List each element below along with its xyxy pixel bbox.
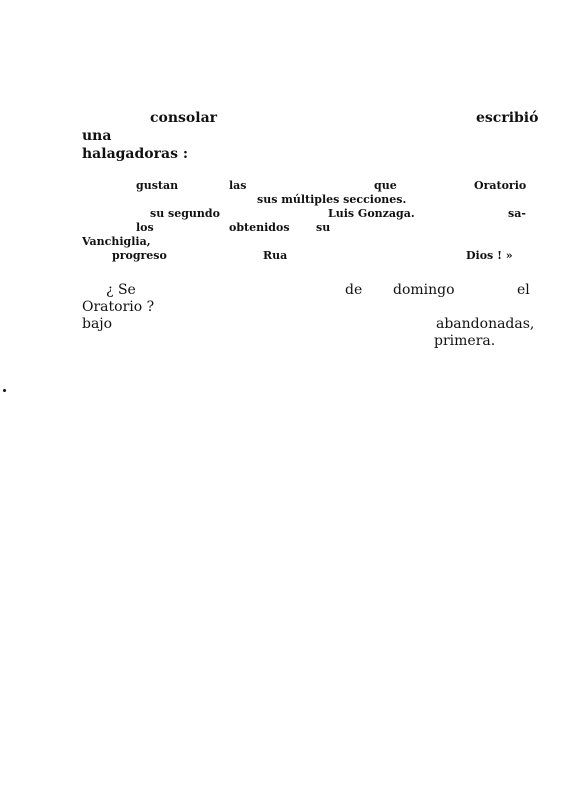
word: Vanchiglia, — [82, 235, 151, 248]
word: Dios ! » — [466, 249, 513, 262]
word: los — [136, 221, 154, 234]
word: Oratorio ? — [82, 299, 155, 315]
word: su — [316, 221, 331, 234]
word: ¿ Se — [106, 282, 136, 298]
word: sa- — [508, 207, 526, 220]
word: obtenidos — [229, 221, 290, 234]
word: Luis Gonzaga. — [328, 207, 415, 220]
word: una — [82, 128, 112, 144]
word: Oratorio — [474, 179, 527, 192]
word: las — [229, 179, 247, 192]
word: abandonadas, — [436, 316, 535, 332]
word: que — [374, 179, 397, 192]
word: halagadoras : — [82, 146, 188, 162]
word: consolar — [150, 110, 218, 126]
word: su segundo — [150, 207, 220, 220]
word: Rua — [263, 249, 288, 262]
word: domingo — [393, 282, 455, 298]
word: de — [345, 282, 363, 298]
word: progreso — [112, 249, 167, 262]
word: bajo — [82, 316, 113, 332]
word: el — [517, 282, 530, 298]
word: escribió — [476, 110, 539, 126]
word: primera. — [434, 333, 496, 349]
word: gustan — [136, 179, 179, 192]
word: sus múltiples secciones. — [257, 193, 407, 206]
margin-speck — [3, 389, 6, 392]
